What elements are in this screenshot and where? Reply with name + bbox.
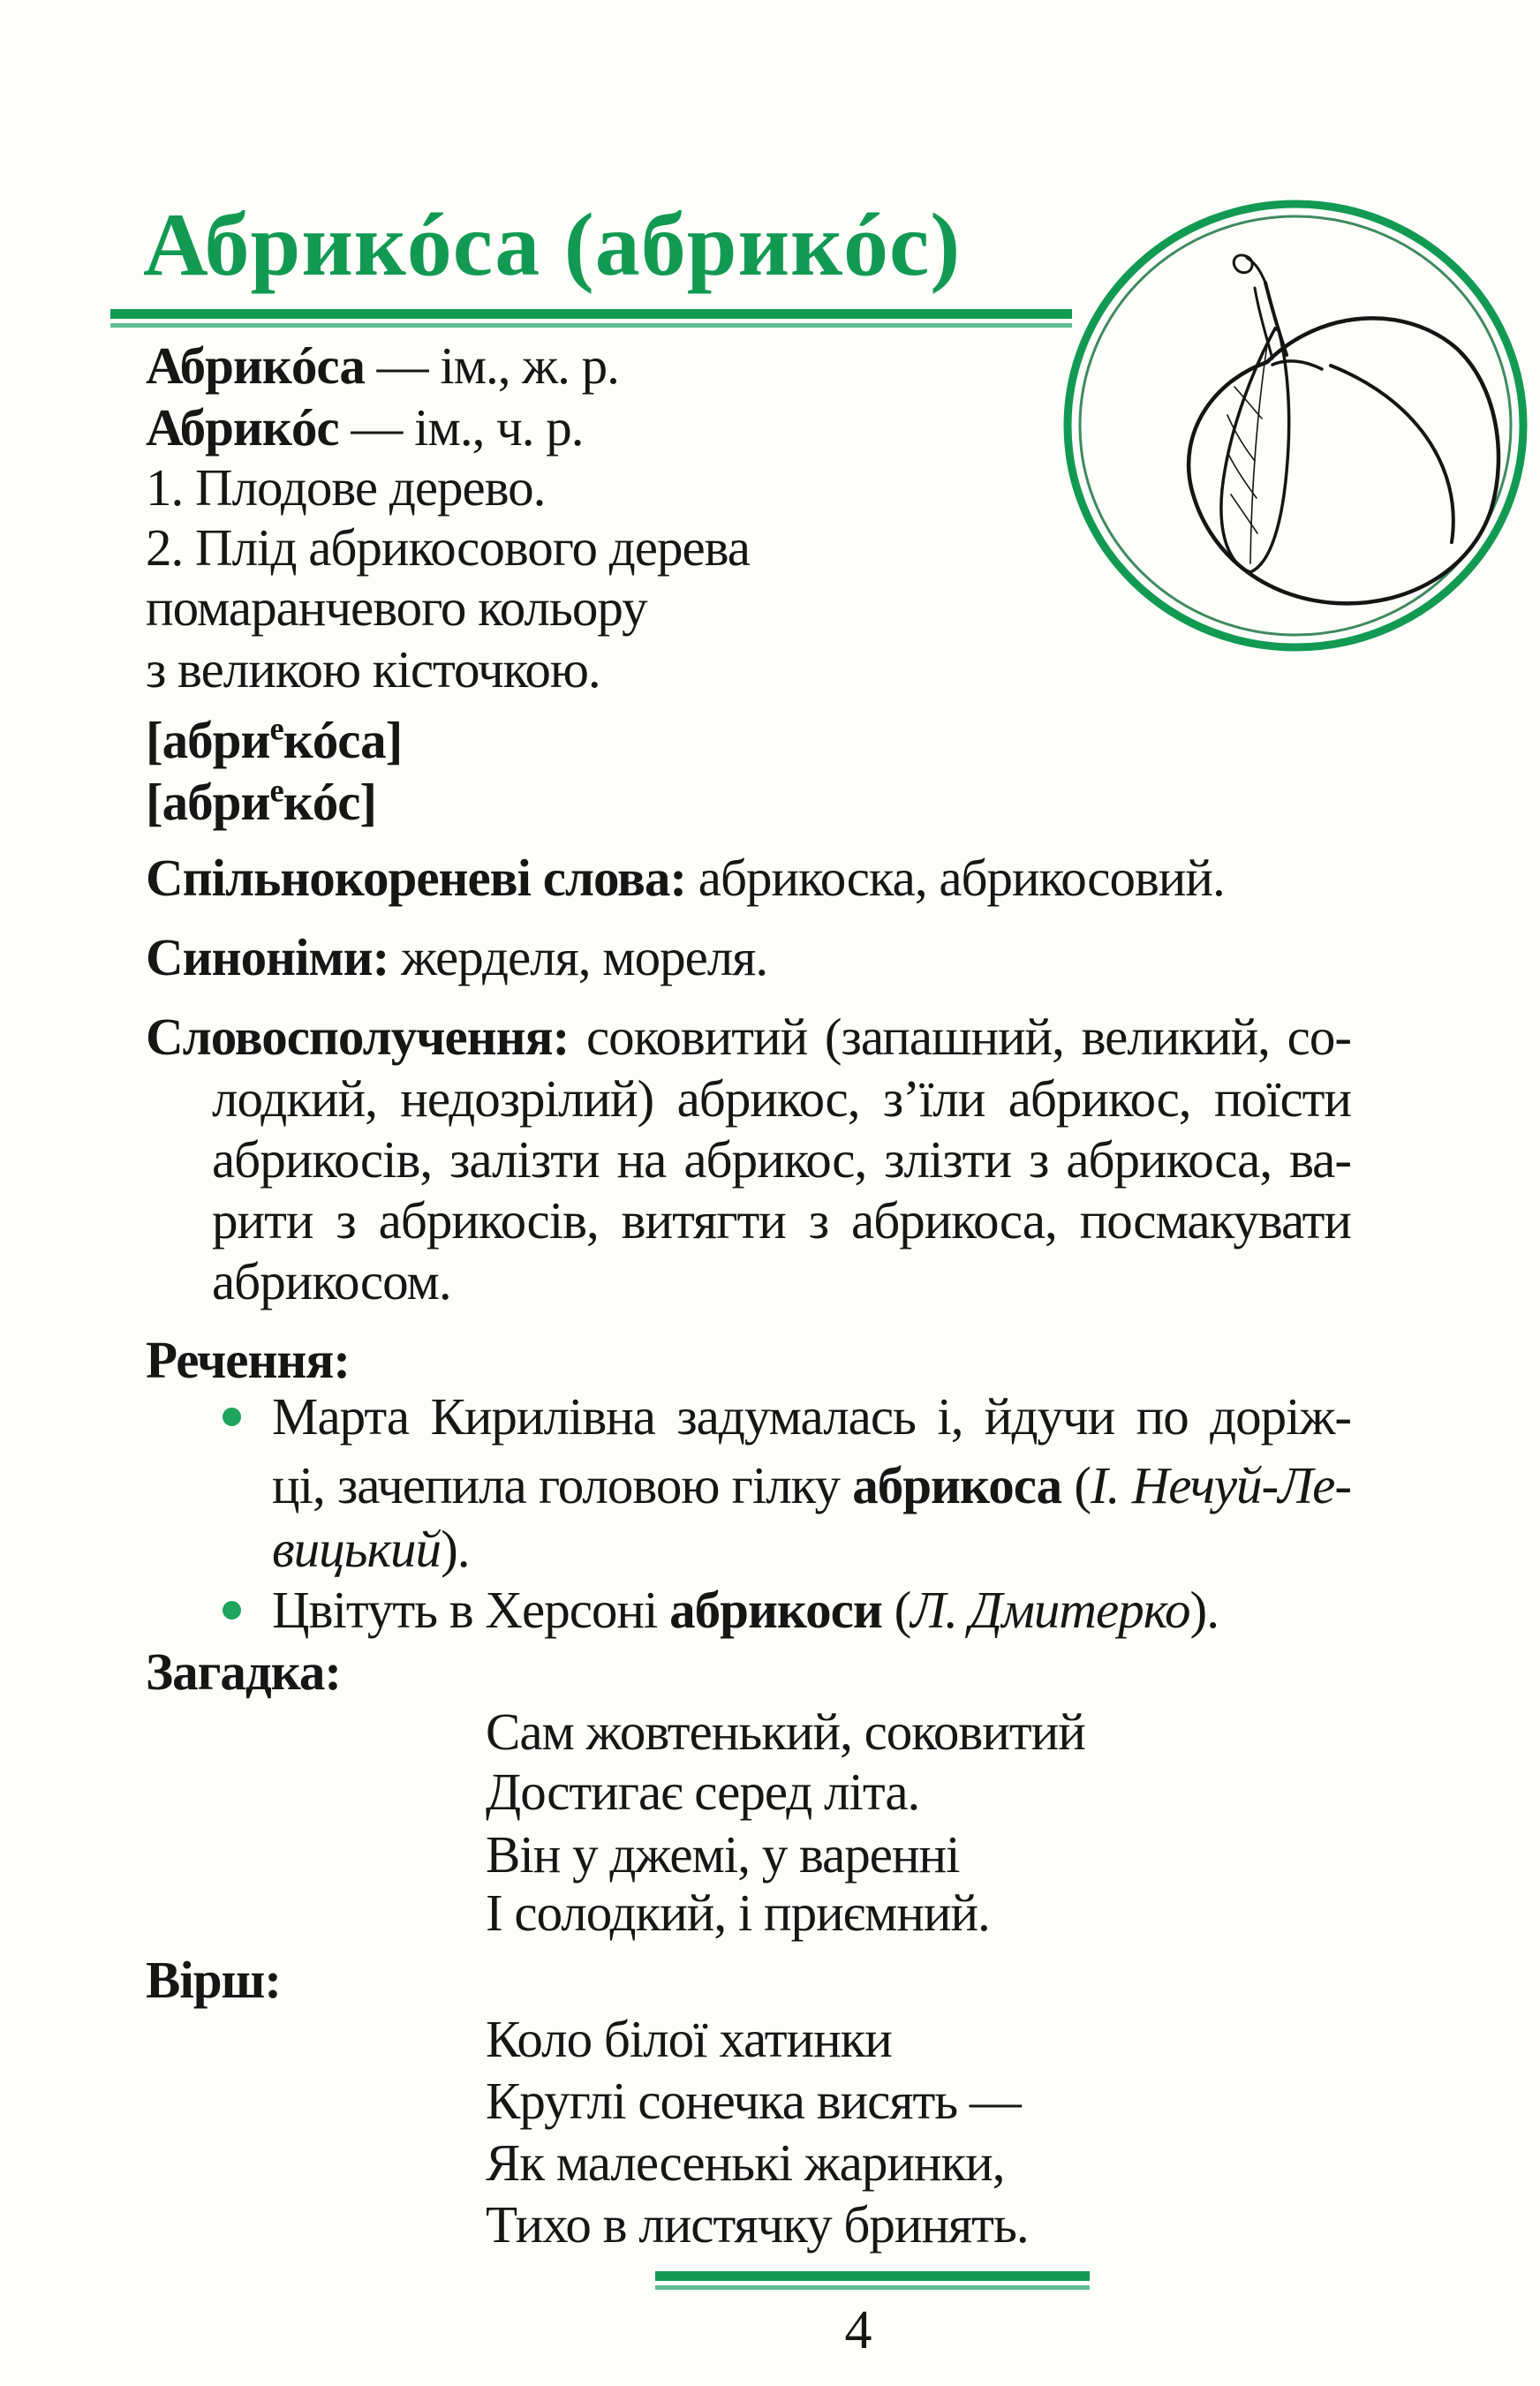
author-attribution: Л. Дмитерко	[910, 1581, 1190, 1639]
circle-frame-outer	[1068, 204, 1523, 647]
riddle-line: І солодкий, і приємний.	[486, 1884, 990, 1942]
highlighted-word: абрикоси	[669, 1581, 882, 1639]
definition-line-1: 1. Плодове дерево.	[146, 458, 546, 517]
page-number: 4	[844, 2300, 872, 2360]
definition-line-gender-m: Абрикóс — ім., ч. р.	[146, 398, 584, 457]
superscript-e: е	[269, 772, 283, 809]
title-underline-thin	[110, 323, 1072, 328]
synonyms-line: Синоніми: жерделя, мореля.	[146, 928, 768, 986]
poem-line: Круглі сонечка висять —	[486, 2072, 1021, 2130]
definition-line-2: 2. Плід абрикосового дерева	[146, 518, 750, 577]
author-attribution: І. Нечуй-Ле-	[1091, 1456, 1351, 1514]
section-label-synonyms: Синоніми:	[146, 928, 389, 986]
footer-rule-thin	[655, 2285, 1090, 2290]
related-words-line: Спільнокореневі слова: абрикоска, абрикосовий.	[146, 849, 1225, 907]
riddle-line: Достигає серед літа.	[486, 1763, 920, 1821]
section-label-riddle: Загадка:	[146, 1642, 342, 1701]
collocations-line-4: рити з абрикосів, витягти з абрикоса, посмакувати	[212, 1191, 1351, 1250]
entry-title: Абрикóса (абрикóс)	[143, 195, 962, 295]
headword: Абрикóс	[146, 398, 339, 457]
superscript-e: е	[269, 710, 283, 747]
definition-line-2-cont2: з великою кісточкою.	[146, 640, 600, 698]
collocations-line-5: абрикосом.	[212, 1252, 451, 1310]
definition-line-2-cont: помаранчевого кольору	[146, 578, 647, 637]
section-label-sentences: Речення:	[146, 1331, 350, 1389]
phonetic-line-2: [абри$^е$кóс]	[146, 772, 377, 831]
collocations-line-2: лодкий, недозрілий) абрикос, з’їли абрикос, поїсти	[212, 1069, 1351, 1128]
headword: Абрикóса	[146, 336, 365, 395]
footer-rule-thick	[655, 2271, 1090, 2281]
riddle-line: Сам жовтенький, соковитий	[486, 1703, 1085, 1761]
sentence-1-line-3: вицький).	[272, 1520, 470, 1578]
author-attribution: вицький	[272, 1520, 442, 1578]
sentence-1-line-1: Марта Кирилівна задумалась і, йдучи по доріж-	[272, 1387, 1351, 1446]
highlighted-word: абрикоса	[852, 1456, 1062, 1514]
poem-line: Як малесенькі жаринки,	[486, 2133, 1005, 2192]
collocations-line-3: абрикосів, залізти на абрикос, злізти з абрикоса, ва-	[212, 1130, 1351, 1189]
section-label-poem: Вірш:	[146, 1951, 282, 2009]
phonetic-line-1: [абри$^е$кóса]	[146, 710, 403, 769]
definition-line-gender-f: Абрикóса — ім., ж. р.	[146, 336, 619, 395]
title-underline-thick	[110, 309, 1072, 319]
apricot-illustration	[1055, 196, 1536, 660]
sentence-2-line: Цвітуть в Херсоні абрикоси (Л. Дмитерко).	[272, 1581, 1219, 1639]
poem-line: Коло білої хатинки	[486, 2010, 892, 2068]
sentence-1-line-2: ці, зачепила головою гілку абрикоса (І. Нечуй-Ле-	[272, 1456, 1351, 1514]
collocations-line-1: Словосполучення: соковитий (запашний, великий, со-	[146, 1008, 1351, 1066]
riddle-line: Він у джемі, у варенні	[486, 1825, 960, 1884]
poem-line: Тихо в листячку бринять.	[486, 2195, 1029, 2254]
section-label-related: Спільнокореневі слова:	[146, 849, 687, 907]
bullet-dot-icon	[223, 1601, 241, 1620]
bullet-dot-icon	[223, 1408, 241, 1426]
section-label-collocations: Словосполучення:	[146, 1008, 570, 1066]
